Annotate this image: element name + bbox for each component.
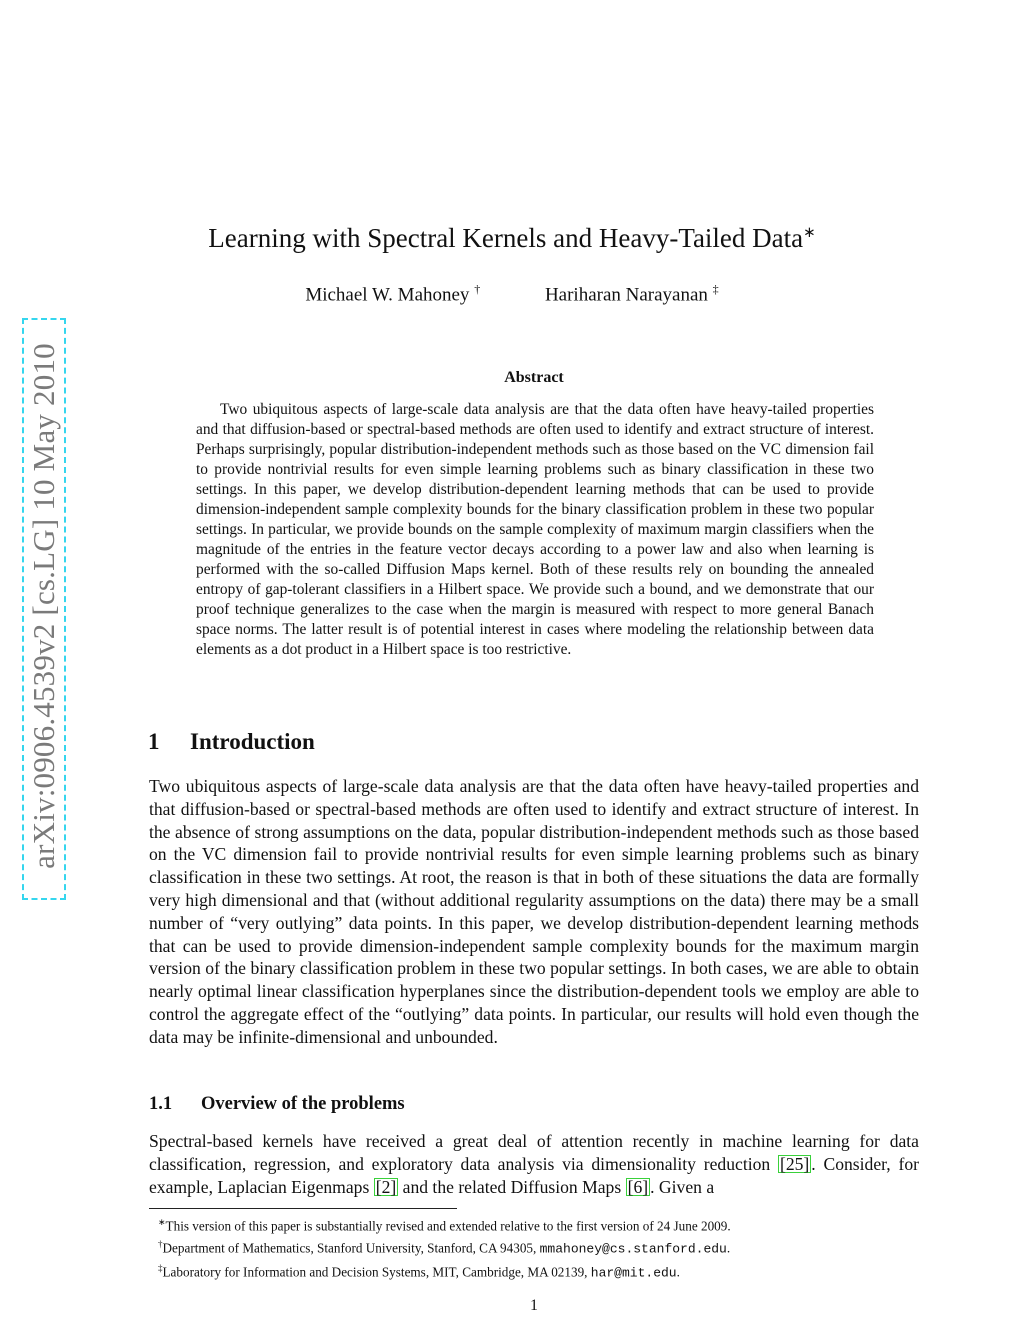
overview-text-4: . Given a: [650, 1176, 715, 1197]
author-2-mark: ‡: [712, 282, 719, 296]
author-2: [545, 282, 719, 306]
footnote-2-tail: .: [726, 1240, 731, 1256]
footnote-divider: [149, 1208, 457, 1209]
overview-text-1: Spectral-based kernels have received a great deal of attention recently in machine learning for data classification, regression, and exploratory data analysis via dimensionality reduction: [149, 1131, 919, 1174]
author-1: [305, 282, 480, 306]
section-heading-introduction: [148, 729, 315, 755]
overview-paragraph: [149, 1130, 919, 1198]
footnote-3-tail: .: [676, 1264, 680, 1280]
author-1-mark: †: [474, 282, 481, 296]
footnote-3-text: Laboratory for Information and Decision Systems, MIT, Cambridge, MA 02139,: [162, 1264, 591, 1280]
author-1-email[interactable]: mmahoney@cs.stanford.edu: [539, 1241, 727, 1257]
footnotes: [158, 1213, 926, 1282]
footnote-2-text: Department of Mathematics, Stanford University, Stanford, CA 94305,: [162, 1240, 540, 1256]
citation-link-2[interactable]: [2]: [375, 1176, 397, 1197]
footnote-version: [158, 1213, 926, 1235]
subsection-title: Overview of the problems: [201, 1094, 405, 1114]
paper-title-text: Learning with Spectral Kernels and Heavy-Tailed Data: [208, 223, 804, 253]
author-list: [0, 282, 1024, 306]
overview-text-3: and the related Diffusion Maps: [398, 1176, 626, 1197]
footnote-1-text: This version of this paper is substantially revised and extended relative to the first version of 24 June 2009.: [165, 1218, 731, 1234]
overview-text-2: . Consider, for example, Laplacian Eigenmaps: [149, 1153, 919, 1197]
abstract-heading: Abstract: [504, 369, 564, 386]
author-1-name: Michael W. Mahoney: [305, 284, 470, 306]
author-2-email[interactable]: har@mit.edu: [590, 1265, 677, 1281]
citation-link-6[interactable]: [6]: [627, 1176, 649, 1197]
title-footnote-mark: ∗: [803, 225, 816, 241]
footnote-mark-1: ∗: [158, 1217, 166, 1227]
footnote-mark-2: †: [158, 1239, 163, 1250]
page-number: 1: [530, 1297, 538, 1314]
section-title: Introduction: [190, 729, 315, 754]
footnote-mark-3: ‡: [158, 1262, 163, 1273]
footnote-author-2: [158, 1259, 926, 1282]
arxiv-identifier: arXiv:0906.4539v2 [cs.LG] 10 May 2010: [26, 343, 61, 869]
introduction-paragraph: Two ubiquitous aspects of large-scale data analysis are that the data often have heavy-tailed properties and that diffusion-based or spectral-based methods are often used to identify and extract structure of interest. In the absence of strong assumptions on the data, popular distribution-independent methods such as those based on the VC dimension fail to provide nontrivial results for even simple learning problems such as binary classification in these two settings. At root, the reason is that in both of these situations the data are formally very high dimensional and that (without additional regularity assumptions on the data) there may be a small number of “very outlying” data points. In this paper, we develop distribution-dependent learning methods that can be used to provide dimension-independent sample complexity bounds for the maximum margin version of the binary classification problem in these two popular settings. In both cases, we are able to obtain nearly optimal linear classification hyperplanes since the distribution-dependent tools we employ are able to control the aggregate effect of the “outlying” data points. In particular, our results will hold even though the data may be infinite-dimensional and unbounded.: [149, 776, 919, 1047]
subsection-number: 1.1: [149, 1094, 173, 1114]
footnote-author-1: [158, 1235, 926, 1258]
citation-link-25[interactable]: [25]: [779, 1153, 810, 1174]
abstract-text: Two ubiquitous aspects of large-scale data analysis are that the data often have heavy-tailed properties and that diffusion-based or spectral-based methods are often used to identify and extract structure of interest. Perhaps surprisingly, popular distribution-independent methods such as those based on the VC dimension fail to provide nontrivial results for even simple learning problems such as binary classification in these two settings. In this paper, we develop distribution-dependent learning methods that can be used to provide dimension-independent sample complexity bounds for the binary classification problem in these two popular settings. In particular, we provide bounds on the sample complexity of maximum margin classifiers when the magnitude of the entries in the feature vector decays according to a power law and also when learning is performed with the so-called Diffusion Maps kernel. Both of these results rely on bounding the annealed entropy of gap-tolerant classifiers in a Hilbert space. We provide such a bound, and we demonstrate that our proof technique generalizes to the case when the margin is measured with respect to more general Banach space norms. The latter result is of potential interest in cases where modeling the relationship between data elements as a dot product in a Hilbert space is too restrictive.: [196, 401, 874, 658]
paper-title: [0, 223, 1024, 254]
subsection-heading-overview: [149, 1094, 405, 1115]
section-number: 1: [148, 729, 160, 754]
author-2-name: Hariharan Narayanan: [544, 284, 708, 306]
